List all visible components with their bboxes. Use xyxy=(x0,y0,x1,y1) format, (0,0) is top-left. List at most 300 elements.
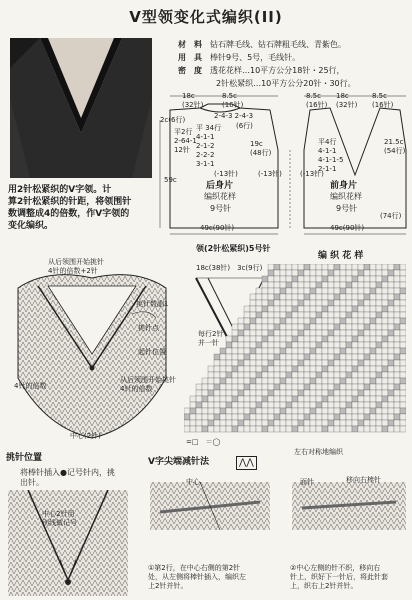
pattern-cell xyxy=(346,366,352,372)
pattern-cell xyxy=(316,264,322,270)
pattern-cell xyxy=(202,390,208,396)
pattern-cell xyxy=(352,336,358,342)
pattern-cell xyxy=(256,378,262,384)
pattern-cell xyxy=(346,378,352,384)
pattern-cell xyxy=(376,300,382,306)
pattern-cell xyxy=(340,402,346,408)
pattern-cell xyxy=(310,354,316,360)
pattern-cell xyxy=(310,336,316,342)
pattern-cell xyxy=(286,354,292,360)
pattern-cell xyxy=(244,336,250,342)
pattern-cell xyxy=(364,294,370,300)
pattern-cell xyxy=(346,330,352,336)
pattern-cell xyxy=(346,426,352,432)
pattern-cell xyxy=(376,294,382,300)
pattern-cell xyxy=(214,396,220,402)
pattern-cell xyxy=(316,288,322,294)
pattern-cell xyxy=(232,384,238,390)
back-mid-lbl: (-13针) xyxy=(214,170,238,178)
pattern-cell xyxy=(358,264,364,270)
pattern-cell xyxy=(250,294,256,300)
pattern-cell xyxy=(268,318,274,324)
pattern-cell xyxy=(184,426,190,432)
pattern-cell xyxy=(358,366,364,372)
pattern-cell xyxy=(364,384,370,390)
pattern-cell xyxy=(262,342,268,348)
pattern-cell xyxy=(238,408,244,414)
pattern-cell xyxy=(346,360,352,366)
pattern-cell xyxy=(220,414,226,420)
pattern-cell xyxy=(370,276,376,282)
pattern-cell xyxy=(376,282,382,288)
pattern-cell xyxy=(304,426,310,432)
pattern-cell xyxy=(340,318,346,324)
pattern-cell xyxy=(256,372,262,378)
pattern-cell xyxy=(202,384,208,390)
pattern-cell xyxy=(256,288,262,294)
pattern-cell xyxy=(280,390,286,396)
pattern-cell xyxy=(274,408,280,414)
pattern-cell xyxy=(298,306,304,312)
pattern-cell xyxy=(280,348,286,354)
pattern-cell xyxy=(214,354,220,360)
pattern-cell xyxy=(286,264,292,270)
pattern-cell xyxy=(286,306,292,312)
pattern-cell xyxy=(322,396,328,402)
pattern-cell xyxy=(220,366,226,372)
pattern-cell xyxy=(346,372,352,378)
pattern-cell xyxy=(298,396,304,402)
pattern-cell xyxy=(274,270,280,276)
pattern-chart xyxy=(184,264,406,434)
pattern-cell xyxy=(262,396,268,402)
pattern-cell xyxy=(352,396,358,402)
pattern-cell xyxy=(376,408,382,414)
pattern-cell xyxy=(340,372,346,378)
pattern-cell xyxy=(346,408,352,414)
pattern-cell xyxy=(376,288,382,294)
pattern-cell xyxy=(394,300,400,306)
pattern-cell xyxy=(346,354,352,360)
pattern-cell xyxy=(376,306,382,312)
pattern-cell xyxy=(244,426,250,432)
pattern-cell xyxy=(382,396,388,402)
pattern-cell xyxy=(244,384,250,390)
pattern-cell xyxy=(232,378,238,384)
pattern-cell xyxy=(274,372,280,378)
pattern-cell xyxy=(280,336,286,342)
pattern-cell xyxy=(346,348,352,354)
pattern-cell xyxy=(394,378,400,384)
pattern-cell xyxy=(400,324,406,330)
pattern-cell xyxy=(256,414,262,420)
pattern-cell xyxy=(316,330,322,336)
pattern-cell xyxy=(286,384,292,390)
pattern-cell xyxy=(376,264,382,270)
pattern-cell xyxy=(244,312,250,318)
pattern-cell xyxy=(238,318,244,324)
pattern-cell xyxy=(220,408,226,414)
pattern-cell xyxy=(196,408,202,414)
pattern-cell xyxy=(244,390,250,396)
pattern-cell xyxy=(280,402,286,408)
pattern-cell xyxy=(334,390,340,396)
pattern-cell xyxy=(364,330,370,336)
pattern-cell xyxy=(352,348,358,354)
pattern-cell xyxy=(364,420,370,426)
pattern-cell xyxy=(334,396,340,402)
pattern-cell xyxy=(334,324,340,330)
pattern-cell xyxy=(304,420,310,426)
pattern-cell xyxy=(292,312,298,318)
pattern-cell xyxy=(238,402,244,408)
pattern-cell xyxy=(400,312,406,318)
pattern-cell xyxy=(268,390,274,396)
pattern-cell xyxy=(220,390,226,396)
pattern-cell xyxy=(382,264,388,270)
pattern-cell xyxy=(256,336,262,342)
pattern-cell xyxy=(316,342,322,348)
pattern-cell xyxy=(400,342,406,348)
pattern-cell xyxy=(322,366,328,372)
pattern-cell xyxy=(364,348,370,354)
pattern-cell xyxy=(232,348,238,354)
pattern-cell xyxy=(358,306,364,312)
pattern-cell xyxy=(256,402,262,408)
pattern-cell xyxy=(274,426,280,432)
pattern-cell xyxy=(364,342,370,348)
pattern-cell xyxy=(280,366,286,372)
pattern-cell xyxy=(214,414,220,420)
pattern-cell xyxy=(394,396,400,402)
pattern-cell xyxy=(346,324,352,330)
pattern-cell xyxy=(244,342,250,348)
pattern-cell xyxy=(322,294,328,300)
pattern-cell xyxy=(256,420,262,426)
pattern-cell xyxy=(214,366,220,372)
pattern-cell xyxy=(202,402,208,408)
pattern-cell xyxy=(388,270,394,276)
pattern-cell xyxy=(358,372,364,378)
pattern-cell xyxy=(286,318,292,324)
pattern-cell xyxy=(232,330,238,336)
pattern-cell xyxy=(400,354,406,360)
pattern-cell xyxy=(292,306,298,312)
pattern-cell xyxy=(394,408,400,414)
pattern-cell xyxy=(262,408,268,414)
pattern-cell xyxy=(328,294,334,300)
pattern-cell xyxy=(388,342,394,348)
pattern-cell xyxy=(364,366,370,372)
pattern-cell xyxy=(370,366,376,372)
pattern-cell xyxy=(358,300,364,306)
pattern-cell xyxy=(382,288,388,294)
pattern-cell xyxy=(334,270,340,276)
pattern-cell xyxy=(400,264,406,270)
pattern-cell xyxy=(262,312,268,318)
pattern-cell xyxy=(358,330,364,336)
pattern-cell xyxy=(382,408,388,414)
pattern-cell xyxy=(376,390,382,396)
sweater-photo xyxy=(10,38,152,178)
pattern-cell xyxy=(220,426,226,432)
pattern-cell xyxy=(268,408,274,414)
pattern-cell xyxy=(250,312,256,318)
pattern-cell xyxy=(208,414,214,420)
pattern-cell xyxy=(364,378,370,384)
pattern-cell xyxy=(262,420,268,426)
pattern-cell xyxy=(352,282,358,288)
pattern-cell xyxy=(298,360,304,366)
pattern-cell xyxy=(370,306,376,312)
pattern-cell xyxy=(388,318,394,324)
pattern-cell xyxy=(274,264,280,270)
pattern-cell xyxy=(250,360,256,366)
pattern-cell xyxy=(250,408,256,414)
back-neck-rows: (6行) xyxy=(236,122,253,130)
pattern-cell xyxy=(346,300,352,306)
pattern-cell xyxy=(388,360,394,366)
neck-b: 挑针点 xyxy=(138,324,159,332)
front-top-l: 8.5c (16针) xyxy=(306,92,328,109)
pattern-cell xyxy=(274,342,280,348)
pattern-cell xyxy=(346,402,352,408)
pattern-cell xyxy=(340,426,346,432)
pattern-cell xyxy=(286,294,292,300)
pattern-cell xyxy=(382,426,388,432)
decrease-label-r: 面针 xyxy=(300,478,314,486)
pattern-cell xyxy=(250,354,256,360)
pattern-cell xyxy=(340,342,346,348)
gauge-value-2: 2针松紧织…10平方公分20针・30行。 xyxy=(216,79,356,88)
pattern-cell xyxy=(226,378,232,384)
pattern-cell xyxy=(232,366,238,372)
pattern-cell xyxy=(334,300,340,306)
caption: 用2针松紧织的V字领。计 算2针松紧织的针距，将领围针 数调整成4的倍数，作V字领的 变化编织。 xyxy=(8,185,132,231)
pattern-cell xyxy=(382,372,388,378)
pattern-cell xyxy=(190,402,196,408)
pattern-cell xyxy=(346,282,352,288)
pattern-cell xyxy=(226,348,232,354)
pattern-cell xyxy=(334,318,340,324)
pattern-cell xyxy=(226,420,232,426)
front-mid: (-13针) xyxy=(300,170,324,178)
pattern-cell xyxy=(250,396,256,402)
pattern-cell xyxy=(304,324,310,330)
pattern-cell xyxy=(328,408,334,414)
pattern-cell xyxy=(316,306,322,312)
pattern-cell xyxy=(346,342,352,348)
pattern-cell xyxy=(364,402,370,408)
pattern-cell xyxy=(286,312,292,318)
pattern-cell xyxy=(388,426,394,432)
pattern-cell xyxy=(304,402,310,408)
pattern-cell xyxy=(280,408,286,414)
pattern-cell xyxy=(268,420,274,426)
pattern-cell xyxy=(346,420,352,426)
pattern-cell xyxy=(220,384,226,390)
pattern-cell xyxy=(328,402,334,408)
decrease-step1: ①第2行，在中心右侧的第2针 处，从左侧将棒针插入，编织左 上2针并针。 xyxy=(148,564,246,590)
pattern-cell xyxy=(388,336,394,342)
pattern-cell xyxy=(322,354,328,360)
pattern-cell xyxy=(322,312,328,318)
pattern-cell xyxy=(322,402,328,408)
pattern-cell xyxy=(334,288,340,294)
pattern-cell xyxy=(262,354,268,360)
pattern-cell xyxy=(388,366,394,372)
pattern-cell xyxy=(370,408,376,414)
pattern-cell xyxy=(280,294,286,300)
pattern-cell xyxy=(184,408,190,414)
pattern-cell xyxy=(358,342,364,348)
pattern-cell xyxy=(286,396,292,402)
pattern-cell xyxy=(370,264,376,270)
pattern-cell xyxy=(364,336,370,342)
pattern-cell xyxy=(304,366,310,372)
pattern-cell xyxy=(292,270,298,276)
pattern-cell xyxy=(262,318,268,324)
pattern-cell xyxy=(328,378,334,384)
pattern-cell xyxy=(364,282,370,288)
pattern-cell xyxy=(316,396,322,402)
pattern-cell xyxy=(256,366,262,372)
pattern-cell xyxy=(232,372,238,378)
pattern-cell xyxy=(346,276,352,282)
pattern-cell xyxy=(364,288,370,294)
pattern-cell xyxy=(364,300,370,306)
pattern-cell xyxy=(310,324,316,330)
decrease-diagram-1 xyxy=(150,482,270,530)
pattern-cell xyxy=(358,396,364,402)
pattern-cell xyxy=(262,372,268,378)
pattern-cell xyxy=(292,294,298,300)
tool-value: 棒针9号、5号，毛线针。 xyxy=(210,53,301,62)
pattern-cell xyxy=(274,330,280,336)
pattern-cell xyxy=(376,276,382,282)
pattern-cell xyxy=(238,354,244,360)
pattern-cell xyxy=(220,372,226,378)
pattern-cell xyxy=(244,354,250,360)
pattern-cell xyxy=(340,348,346,354)
pattern-cell xyxy=(382,300,388,306)
pattern-cell xyxy=(286,402,292,408)
pattern-cell xyxy=(328,414,334,420)
pattern-cell xyxy=(244,378,250,384)
pattern-cell xyxy=(400,288,406,294)
pattern-cell xyxy=(358,426,364,432)
pattern-cell xyxy=(214,384,220,390)
pattern-cell xyxy=(352,270,358,276)
pattern-cell xyxy=(358,390,364,396)
pattern-cell xyxy=(352,426,358,432)
pattern-cell xyxy=(316,390,322,396)
pattern-cell xyxy=(208,396,214,402)
pattern-cell xyxy=(322,336,328,342)
pattern-cell xyxy=(310,384,316,390)
pattern-cell xyxy=(364,276,370,282)
pattern-cell xyxy=(322,318,328,324)
pattern-cell xyxy=(310,300,316,306)
pattern-cell xyxy=(316,366,322,372)
pattern-cell xyxy=(250,372,256,378)
pattern-cell xyxy=(262,276,268,282)
pattern-cell xyxy=(358,414,364,420)
pattern-cell xyxy=(262,282,268,288)
pattern-cell xyxy=(340,312,346,318)
pattern-cell xyxy=(226,390,232,396)
back-top-left: 18c (32针) xyxy=(182,92,204,109)
pattern-cell xyxy=(316,378,322,384)
pattern-cell xyxy=(340,282,346,288)
pattern-cell xyxy=(316,402,322,408)
pattern-cell xyxy=(274,384,280,390)
pattern-cell xyxy=(286,348,292,354)
pattern-cell xyxy=(328,264,334,270)
pattern-cell xyxy=(304,282,310,288)
pattern-cell xyxy=(226,426,232,432)
pattern-cell xyxy=(244,420,250,426)
pattern-cell xyxy=(388,312,394,318)
pattern-cell xyxy=(244,324,250,330)
pattern-cell xyxy=(310,264,316,270)
pattern-cell xyxy=(310,348,316,354)
pattern-cell xyxy=(280,312,286,318)
pattern-cell xyxy=(190,426,196,432)
pattern-cell xyxy=(328,276,334,282)
pattern-cell xyxy=(352,318,358,324)
pattern-cell xyxy=(208,408,214,414)
pattern-cell xyxy=(370,378,376,384)
pattern-cell xyxy=(346,390,352,396)
pattern-cell xyxy=(202,420,208,426)
pattern-cell xyxy=(250,402,256,408)
pattern-cell xyxy=(268,372,274,378)
page-title: V型领变化式编织(II) xyxy=(129,8,283,26)
pattern-cell xyxy=(286,336,292,342)
pattern-cell xyxy=(298,312,304,318)
pattern-cell xyxy=(274,414,280,420)
pattern-cell xyxy=(268,360,274,366)
pattern-cell xyxy=(196,414,202,420)
pattern-cell xyxy=(268,282,274,288)
pattern-cell xyxy=(238,360,244,366)
pattern-cell xyxy=(400,426,406,432)
pattern-cell xyxy=(388,264,394,270)
pattern-cell xyxy=(226,402,232,408)
pattern-cell xyxy=(214,372,220,378)
pattern-cell xyxy=(304,390,310,396)
pattern-cell xyxy=(208,366,214,372)
pattern-cell xyxy=(310,426,316,432)
pattern-cell xyxy=(232,420,238,426)
pattern-cell xyxy=(280,384,286,390)
pattern-cell xyxy=(292,324,298,330)
pattern-cell xyxy=(370,330,376,336)
pattern-cell xyxy=(238,372,244,378)
pattern-cell xyxy=(220,354,226,360)
pattern-cell xyxy=(370,414,376,420)
pattern-cell xyxy=(298,426,304,432)
pattern-cell xyxy=(340,330,346,336)
pattern-cell xyxy=(358,354,364,360)
pattern-cell xyxy=(400,348,406,354)
pattern-cell xyxy=(274,402,280,408)
pattern-cell xyxy=(394,384,400,390)
pattern-cell xyxy=(388,354,394,360)
pattern-cell xyxy=(394,348,400,354)
pattern-cell xyxy=(388,294,394,300)
